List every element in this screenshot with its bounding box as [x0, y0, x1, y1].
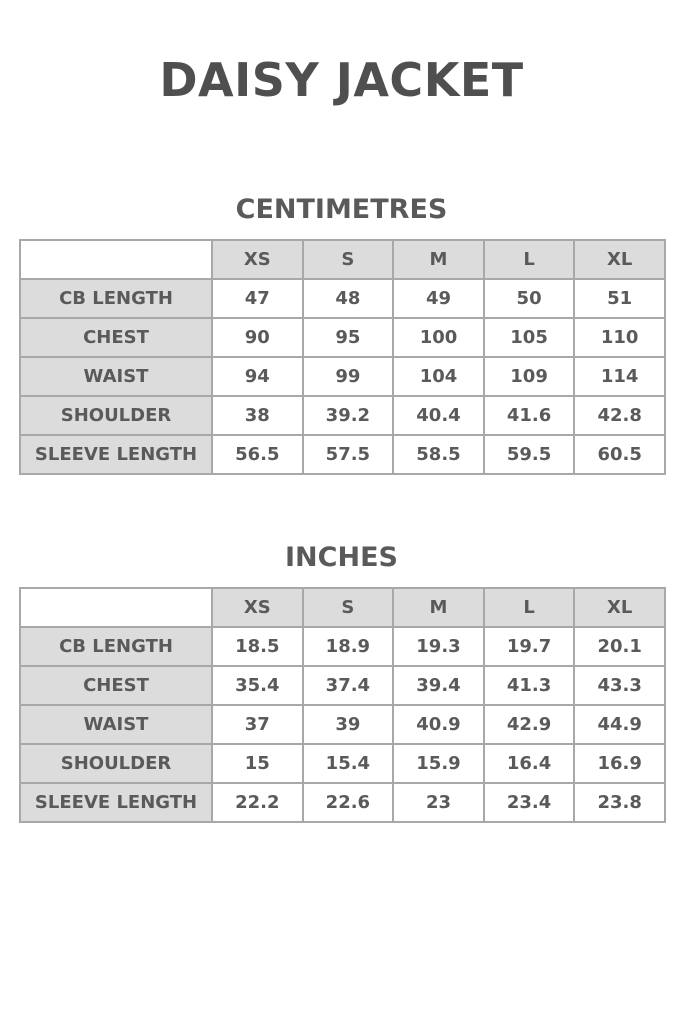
table-cell: 104	[393, 357, 484, 396]
table-cell: 109	[484, 357, 575, 396]
size-header: S	[303, 588, 394, 627]
table-cell: 105	[484, 318, 575, 357]
table-corner-cell	[20, 588, 212, 627]
table-cell: 39.2	[303, 396, 394, 435]
table-cell: 99	[303, 357, 394, 396]
table-cell: 15	[212, 744, 303, 783]
row-label: CHEST	[20, 666, 212, 705]
table-cell: 49	[393, 279, 484, 318]
table-cell: 40.9	[393, 705, 484, 744]
table-cell: 40.4	[393, 396, 484, 435]
table-cell: 15.4	[303, 744, 394, 783]
table-cell: 95	[303, 318, 394, 357]
table-row	[20, 627, 665, 666]
table-cell: 37.4	[303, 666, 394, 705]
table-row	[20, 318, 665, 357]
size-header: XS	[212, 240, 303, 279]
table-cell: 48	[303, 279, 394, 318]
table-cell: 42.8	[574, 396, 665, 435]
table-cell: 37	[212, 705, 303, 744]
size-table-inches	[19, 587, 666, 823]
section-heading-centimetres: CENTIMETRES	[235, 194, 448, 225]
table-row	[20, 396, 665, 435]
table-cell: 114	[574, 357, 665, 396]
table-corner-cell	[20, 240, 212, 279]
size-header: S	[303, 240, 394, 279]
row-label: WAIST	[20, 705, 212, 744]
table-cell: 15.9	[393, 744, 484, 783]
table-cell: 51	[574, 279, 665, 318]
row-label: SLEEVE LENGTH	[20, 783, 212, 822]
table-cell: 58.5	[393, 435, 484, 474]
table-cell: 16.9	[574, 744, 665, 783]
table-cell: 39.4	[393, 666, 484, 705]
size-header: XL	[574, 588, 665, 627]
table-cell: 41.6	[484, 396, 575, 435]
size-header: M	[393, 588, 484, 627]
table-row	[20, 744, 665, 783]
row-label: CHEST	[20, 318, 212, 357]
table-cell: 100	[393, 318, 484, 357]
table-row	[20, 435, 665, 474]
table-cell: 43.3	[574, 666, 665, 705]
table-cell: 18.5	[212, 627, 303, 666]
table-cell: 22.6	[303, 783, 394, 822]
table-cell: 94	[212, 357, 303, 396]
table-cell: 23.4	[484, 783, 575, 822]
table-cell: 59.5	[484, 435, 575, 474]
table-cell: 16.4	[484, 744, 575, 783]
table-cell: 41.3	[484, 666, 575, 705]
table-header-row	[20, 588, 665, 627]
table-cell: 18.9	[303, 627, 394, 666]
size-header: L	[484, 240, 575, 279]
size-header: XL	[574, 240, 665, 279]
table-cell: 50	[484, 279, 575, 318]
table-cell: 22.2	[212, 783, 303, 822]
table-row	[20, 705, 665, 744]
table-cell: 20.1	[574, 627, 665, 666]
table-cell: 47	[212, 279, 303, 318]
table-cell: 35.4	[212, 666, 303, 705]
table-row	[20, 783, 665, 822]
size-header: M	[393, 240, 484, 279]
size-table-centimetres	[19, 239, 666, 475]
size-header: XS	[212, 588, 303, 627]
table-row	[20, 357, 665, 396]
table-cell: 90	[212, 318, 303, 357]
row-label: CB LENGTH	[20, 627, 212, 666]
page-title: DAISY JACKET	[159, 53, 524, 107]
table-cell: 19.3	[393, 627, 484, 666]
row-label: SHOULDER	[20, 744, 212, 783]
table-cell: 56.5	[212, 435, 303, 474]
table-cell: 60.5	[574, 435, 665, 474]
table-cell: 110	[574, 318, 665, 357]
table-cell: 23.8	[574, 783, 665, 822]
table-header-row	[20, 240, 665, 279]
row-label: WAIST	[20, 357, 212, 396]
table-row	[20, 279, 665, 318]
table-cell: 44.9	[574, 705, 665, 744]
section-heading-inches: INCHES	[285, 542, 398, 573]
table-row	[20, 666, 665, 705]
row-label: SLEEVE LENGTH	[20, 435, 212, 474]
table-cell: 39	[303, 705, 394, 744]
size-header: L	[484, 588, 575, 627]
table-cell: 19.7	[484, 627, 575, 666]
table-cell: 23	[393, 783, 484, 822]
table-cell: 38	[212, 396, 303, 435]
row-label: CB LENGTH	[20, 279, 212, 318]
table-cell: 42.9	[484, 705, 575, 744]
table-cell: 57.5	[303, 435, 394, 474]
row-label: SHOULDER	[20, 396, 212, 435]
